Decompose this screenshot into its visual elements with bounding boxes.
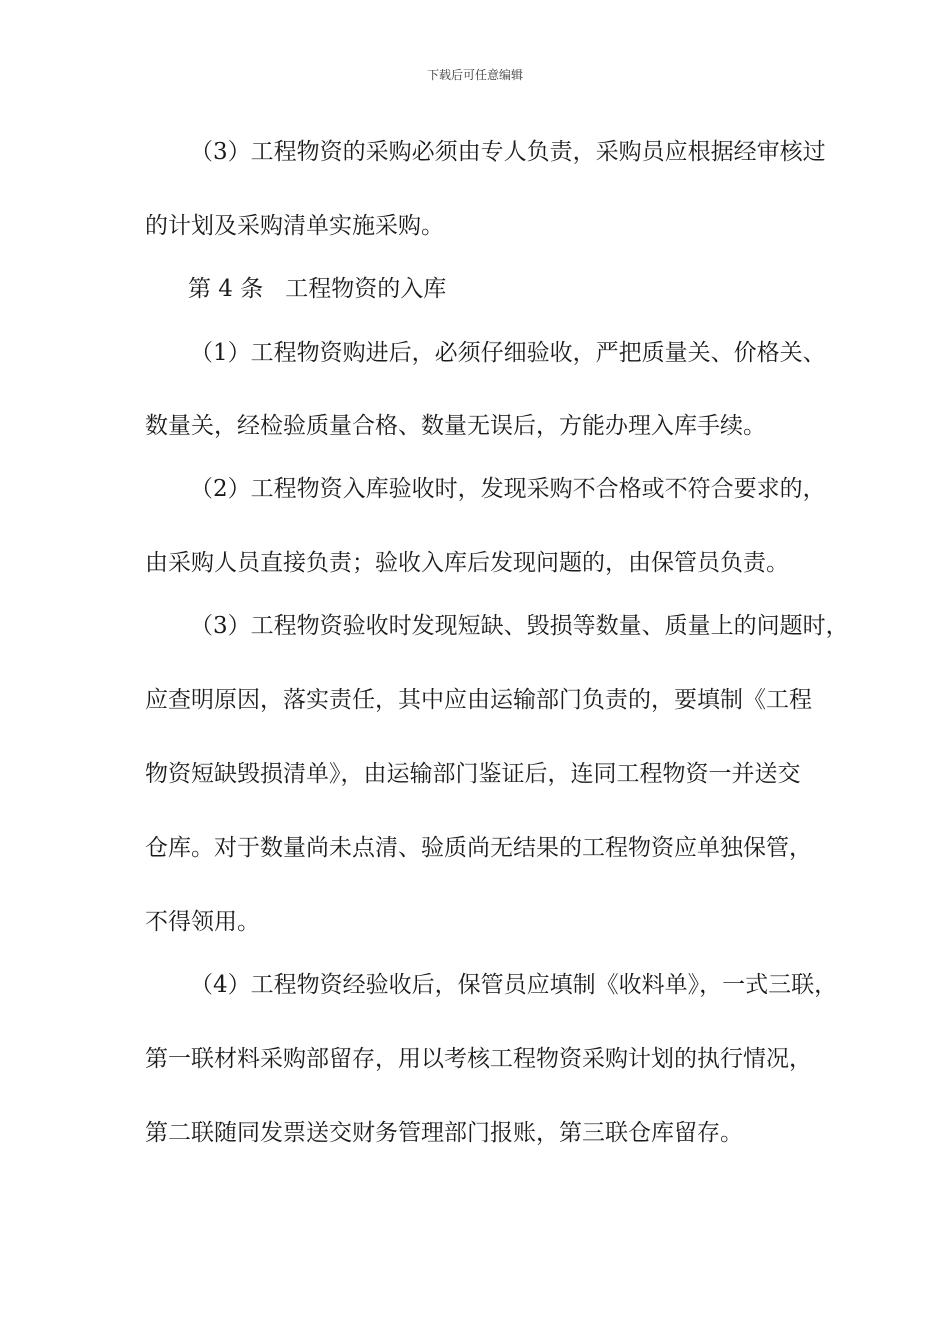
section-number: 第 4 条 xyxy=(188,276,264,302)
paragraph-line: （2）工程物资入库验收时，发现采购不合格或不符合要求的， xyxy=(190,476,826,502)
paragraph-line: 应查明原因，落实责任，其中应由运输部门负责的，要填制《工程 xyxy=(145,687,812,713)
paragraph-line: 第二联随同发票送交财务管理部门报账，第三联仓库留存。 xyxy=(145,1120,743,1146)
paragraph-line: 由采购人员直接负责；验收入库后发现问题的，由保管员负责。 xyxy=(145,550,789,576)
paragraph-line: 数量关，经检验质量合格、数量无误后，方能办理入库手续。 xyxy=(145,413,766,439)
paragraph-line: （3）工程物资验收时发现短缺、毁损等数量、质量上的问题时， xyxy=(190,613,849,639)
paragraph-line: 物资短缺毁损清单》，由运输部门鉴证后，连同工程物资一并送交 xyxy=(145,761,801,787)
paragraph-line: 不得领用。 xyxy=(145,909,260,935)
section-heading xyxy=(188,274,446,304)
paragraph-line: （1）工程物资购进后，必须仔细验收，严把质量关、价格关、 xyxy=(190,340,826,366)
paragraph-line: （4）工程物资经验收后，保管员应填制《收料单》，一式三联， xyxy=(190,972,838,998)
paragraph-line: 仓库。对于数量尚未点清、验质尚无结果的工程物资应单独保管， xyxy=(145,835,812,861)
paragraph-line: 的计划及采购清单实施采购。 xyxy=(145,213,444,239)
section-title: 工程物资的入库 xyxy=(285,276,447,302)
paragraph-line: 第一联材料采购部留存，用以考核工程物资采购计划的执行情况， xyxy=(145,1046,812,1072)
paragraph-line: （3）工程物资的采购必须由专人负责，采购员应根据经审核过 xyxy=(190,139,826,165)
page-header: 下载后可任意编辑 xyxy=(426,68,523,82)
